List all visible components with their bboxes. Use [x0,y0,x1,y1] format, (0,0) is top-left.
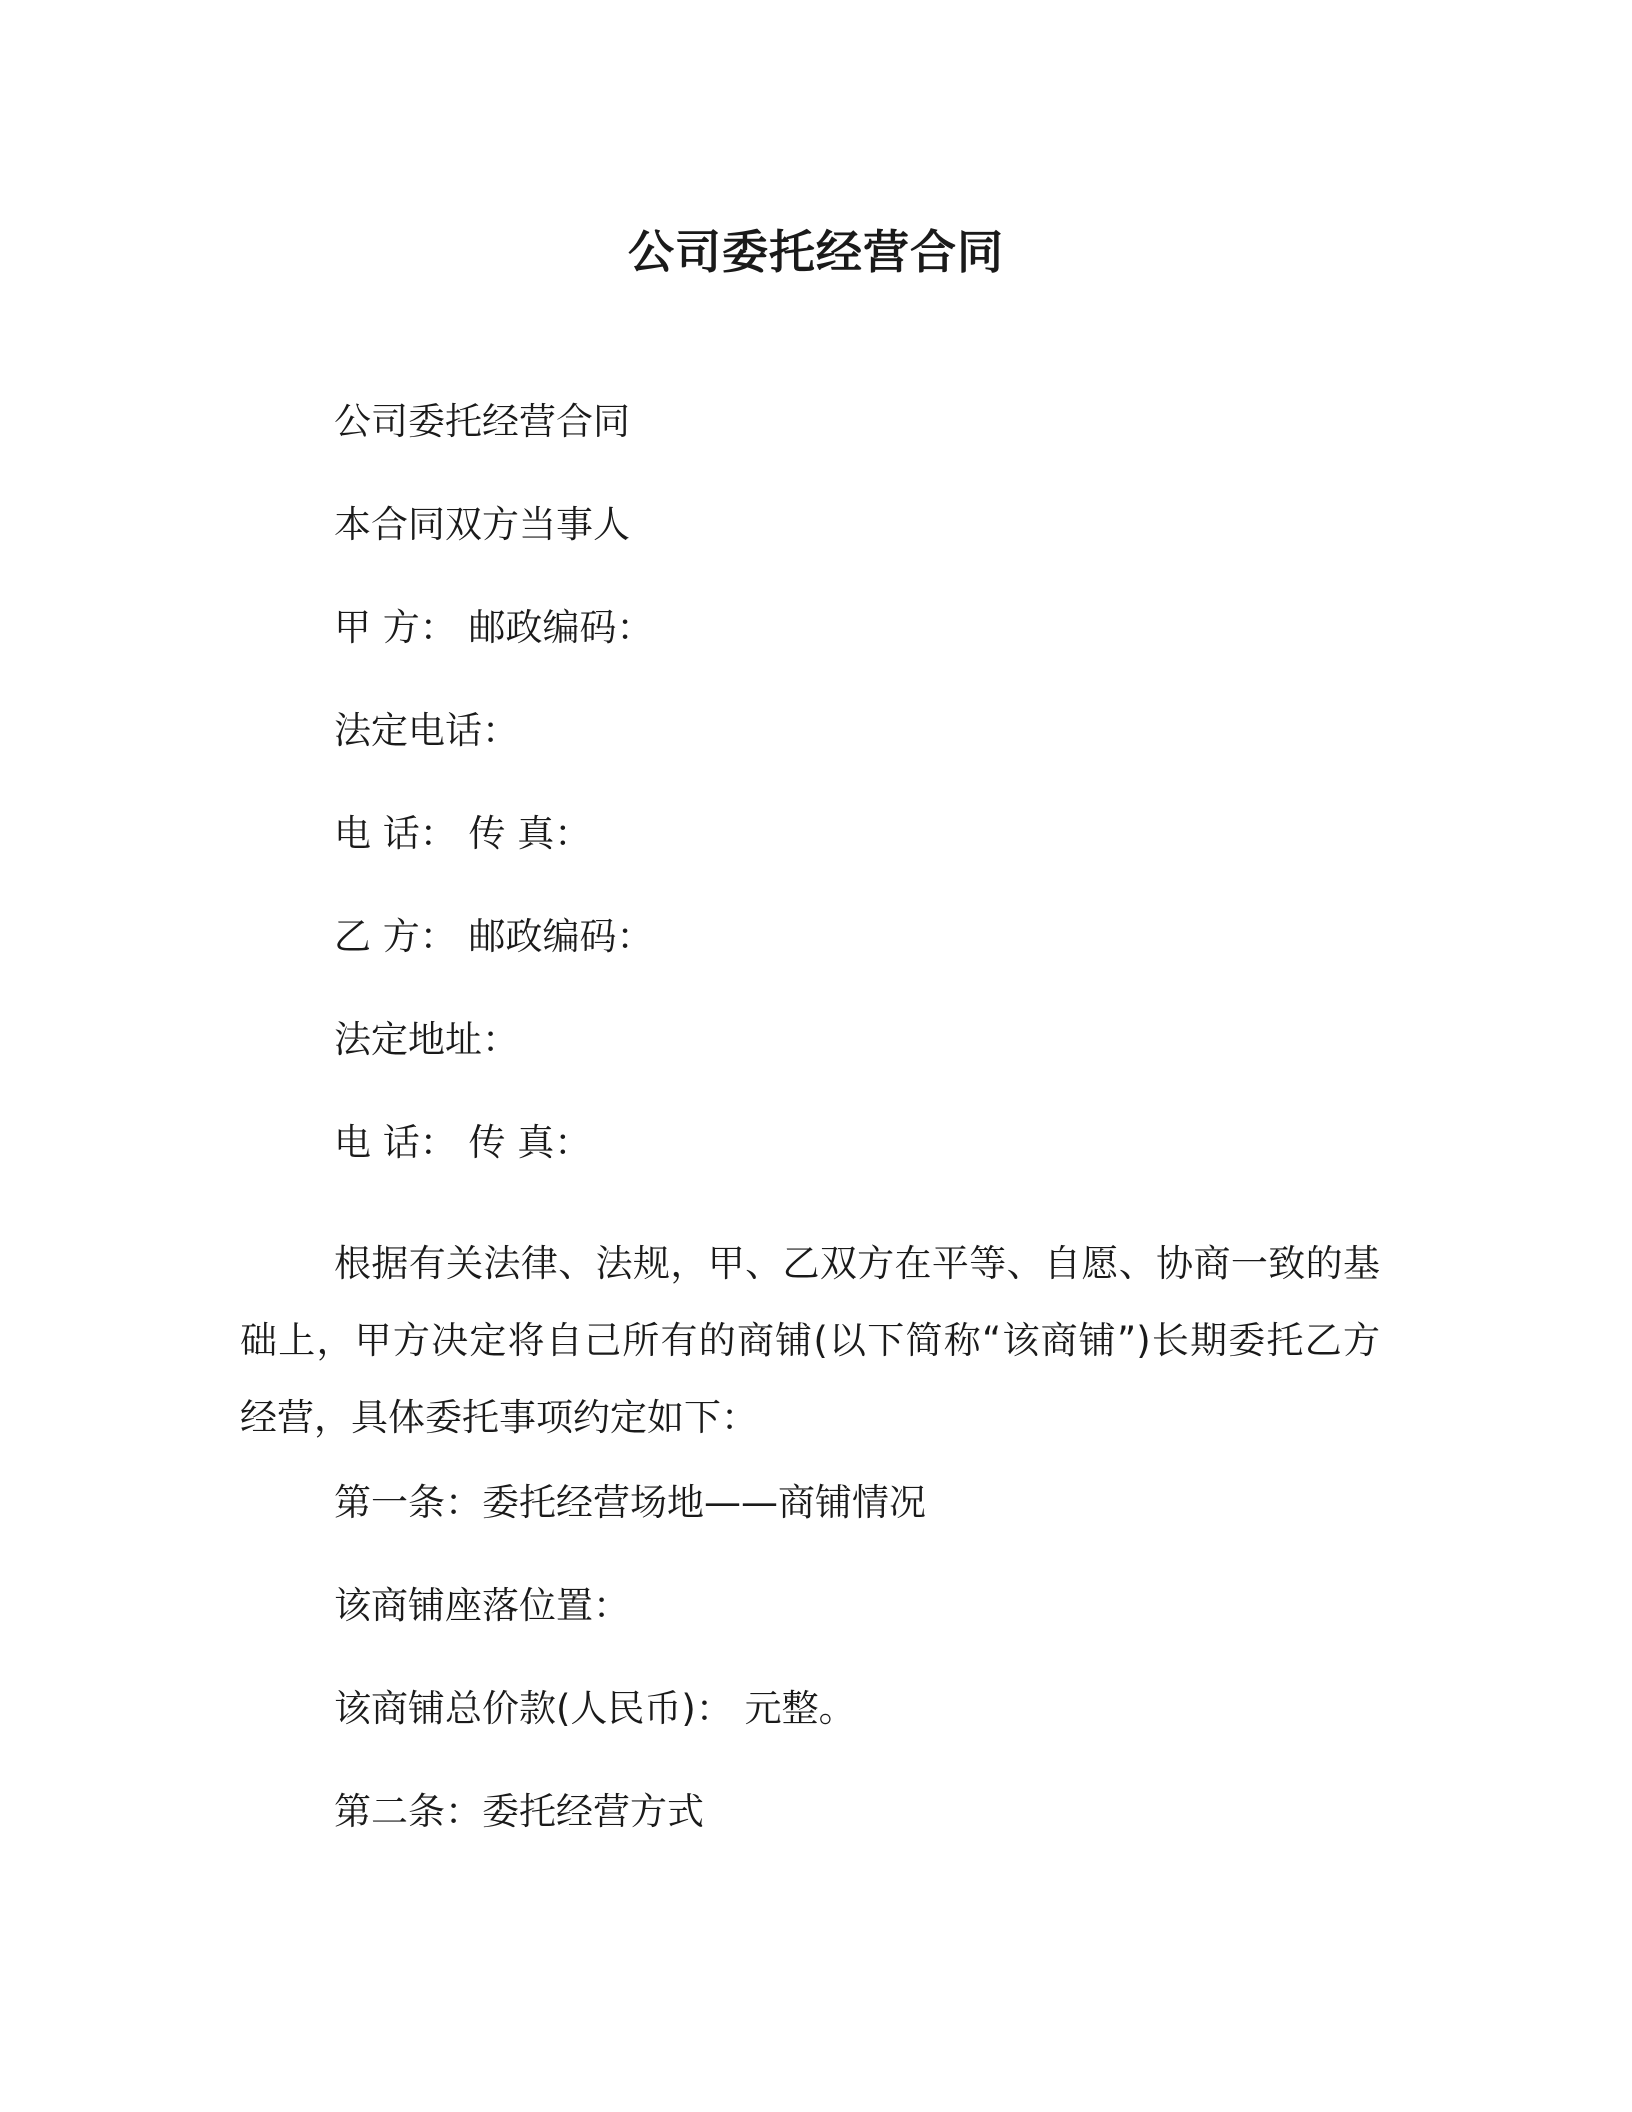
party-a-phone-fax-line: 电 话： 传 真： [334,812,592,855]
article-1-heading: 第一条：委托经营场地——商铺情况 [334,1481,926,1524]
intro-paragraph: 根据有关法律、法规，甲、乙双方在平等、自愿、协商一致的基础上，甲方决定将自己所有的商铺(以下简称“该商铺”)长期委托乙方经营，具体委托事项约定如下： [240,1242,1380,1439]
shop-location-line: 该商铺座落位置： [334,1584,630,1627]
parties-heading: 本合同双方当事人 [334,503,630,546]
article-2-heading: 第二条：委托经营方式 [334,1790,704,1833]
party-b-postcode-line: 乙 方： 邮政编码： [334,915,654,958]
party-a-postcode-line: 甲 方： 邮政编码： [334,606,654,649]
document-title: 公司委托经营合同 [628,225,1004,279]
party-a-legal-phone-line: 法定电话： [334,709,519,752]
subtitle-line: 公司委托经营合同 [334,400,630,443]
party-b-legal-address-line: 法定地址： [334,1018,519,1061]
party-b-phone-fax-line: 电 话： 传 真： [334,1121,592,1164]
shop-total-price-line: 该商铺总价款(人民币)： 元整。 [334,1687,856,1730]
